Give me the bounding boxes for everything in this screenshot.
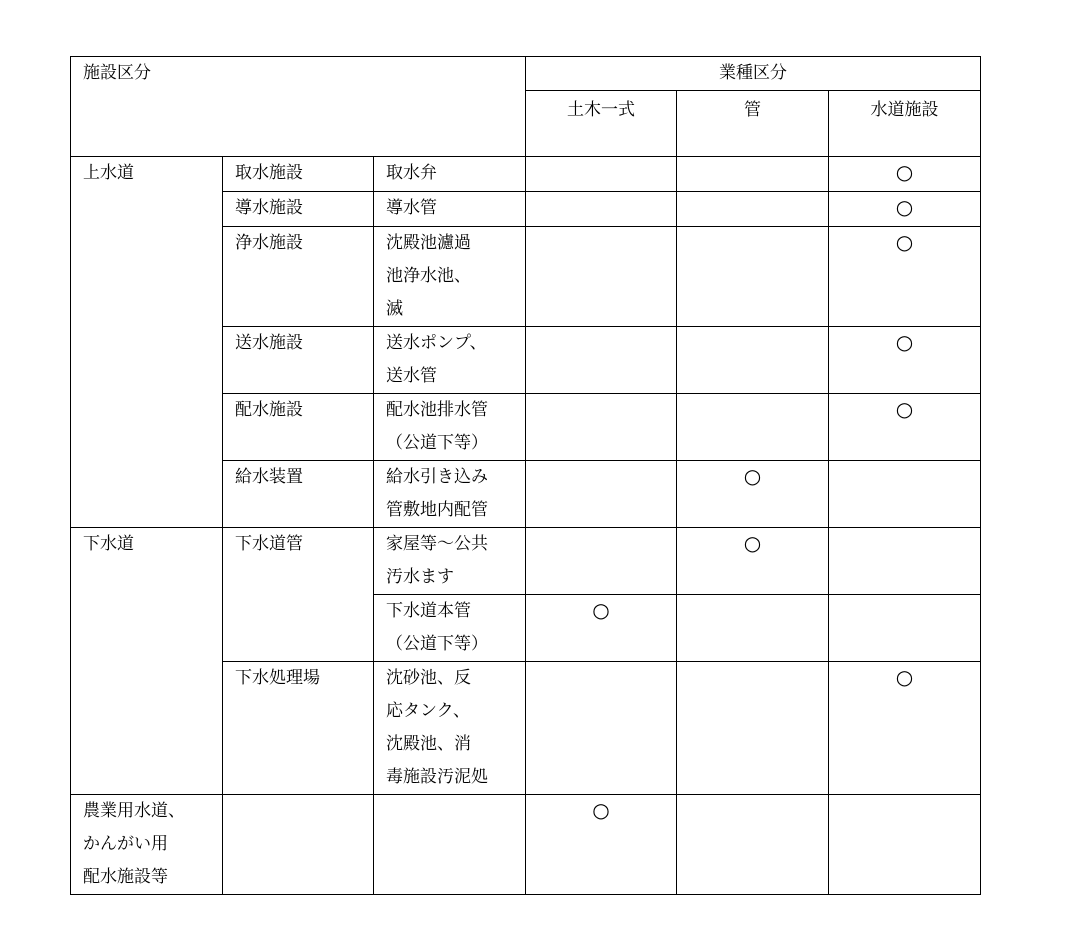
facility-item-line: 給水引き込み (386, 467, 488, 487)
mark-cell-0 (526, 157, 677, 192)
mark-cell-0 (526, 192, 677, 227)
group-name-cell (71, 528, 223, 795)
circle-mark: ○ (743, 464, 762, 488)
facility-class-header: 施設区分 (71, 57, 526, 157)
group-name-cell (71, 157, 223, 528)
sub-facility-name: 下水処理場 (235, 668, 320, 688)
circle-mark: ○ (895, 160, 914, 184)
sub-facility-cell (223, 461, 374, 528)
circle-mark: ○ (743, 531, 762, 555)
facility-item-line: 沈砂池、反 (386, 668, 471, 688)
mark-cell-2 (829, 192, 981, 227)
facility-item-cell (374, 595, 526, 662)
facility-item-line: 取水弁 (386, 163, 437, 183)
facility-item-cell (374, 157, 526, 192)
facility-item-line: 送水ポンプ、 (386, 333, 487, 353)
mark-cell-2 (829, 662, 981, 795)
circle-mark: ○ (895, 195, 914, 219)
group-name-cell (71, 795, 223, 895)
mark-cell-2 (829, 157, 981, 192)
facility-item-cell (374, 528, 526, 595)
mark-cell-0 (526, 461, 677, 528)
sub-facility-name: 配水施設 (235, 400, 303, 420)
circle-mark: ○ (895, 230, 914, 254)
mark-cell-2 (829, 227, 981, 327)
facility-item-line: 池浄水池、 (386, 266, 471, 286)
facility-item-cell (374, 394, 526, 461)
sub-facility-cell (223, 795, 374, 895)
sub-facility-name: 下水道管 (235, 534, 303, 554)
mark-cell-0 (526, 662, 677, 795)
mark-cell-2 (829, 795, 981, 895)
col-header-doboku: 土木一式 (526, 91, 677, 157)
circle-mark: ○ (895, 665, 914, 689)
facility-item-line: （公道下等） (386, 634, 488, 654)
sub-facility-name: 取水施設 (235, 163, 303, 183)
sub-facility-cell (223, 192, 374, 227)
facility-item-line: 導水管 (386, 198, 437, 218)
sub-facility-cell (223, 528, 374, 662)
sub-facility-name: 送水施設 (235, 333, 303, 353)
facility-item-line: （公道下等） (386, 433, 488, 453)
mark-cell-2 (829, 461, 981, 528)
facility-item-line: 汚水ます (386, 567, 454, 587)
facility-item-line: 下水道本管 (386, 601, 471, 621)
facility-item-cell (374, 192, 526, 227)
facility-item-line: 配水池排水管 (386, 400, 488, 420)
facility-item-line: 滅 (386, 299, 403, 319)
mark-cell-1 (677, 461, 829, 528)
table-row (71, 795, 981, 895)
col-header-suido: 水道施設 (829, 91, 981, 157)
facility-item-line: 送水管 (386, 366, 437, 386)
facility-item-line: 家屋等～公共 (386, 534, 488, 554)
sub-facility-cell (223, 327, 374, 394)
group-name: 下水道 (83, 534, 134, 554)
facility-item-cell (374, 662, 526, 795)
mark-cell-1 (677, 595, 829, 662)
mark-cell-0 (526, 227, 677, 327)
group-name-line: 農業用水道、 (83, 801, 185, 821)
mark-cell-1 (677, 227, 829, 327)
mark-cell-1 (677, 394, 829, 461)
mark-cell-1 (677, 662, 829, 795)
sub-facility-name: 導水施設 (235, 198, 303, 218)
mark-cell-0 (526, 327, 677, 394)
facility-item-line: 沈殿池濾過 (386, 233, 471, 253)
mark-cell-1 (677, 192, 829, 227)
circle-mark: ○ (592, 598, 610, 622)
facility-item-cell (374, 795, 526, 895)
mark-cell-0 (526, 795, 677, 895)
mark-cell-2 (829, 595, 981, 662)
facility-item-line: 毒施設汚泥処 (386, 767, 488, 787)
facility-item-cell (374, 227, 526, 327)
sub-facility-name: 浄水施設 (235, 233, 303, 253)
group-name: 上水道 (83, 163, 134, 183)
facility-item-line: 応タンク、 (386, 701, 470, 721)
sub-facility-name: 給水装置 (235, 467, 303, 487)
mark-cell-1 (677, 327, 829, 394)
circle-mark: ○ (592, 798, 610, 822)
mark-cell-0 (526, 528, 677, 595)
sub-facility-cell (223, 394, 374, 461)
group-name-line: かんがい用 (83, 834, 168, 854)
mark-cell-2 (829, 528, 981, 595)
business-class-header: 業種区分 (526, 57, 981, 91)
mark-cell-1 (677, 528, 829, 595)
table-row (71, 528, 981, 595)
facility-item-cell (374, 327, 526, 394)
classification-table (70, 56, 981, 895)
mark-cell-1 (677, 157, 829, 192)
sub-facility-cell (223, 662, 374, 795)
mark-cell-1 (677, 795, 829, 895)
group-name-line: 配水施設等 (83, 867, 168, 887)
col-header-kan: 管 (677, 91, 829, 157)
sub-facility-cell (223, 227, 374, 327)
mark-cell-0 (526, 394, 677, 461)
mark-cell-0 (526, 595, 677, 662)
mark-cell-2 (829, 394, 981, 461)
facility-item-line: 沈殿池、消 (386, 734, 471, 754)
circle-mark: ○ (895, 397, 914, 421)
facility-item-cell (374, 461, 526, 528)
circle-mark: ○ (895, 330, 914, 354)
mark-cell-2 (829, 327, 981, 394)
sub-facility-cell (223, 157, 374, 192)
facility-item-line: 管敷地内配管 (386, 500, 488, 520)
table-row (71, 157, 981, 192)
